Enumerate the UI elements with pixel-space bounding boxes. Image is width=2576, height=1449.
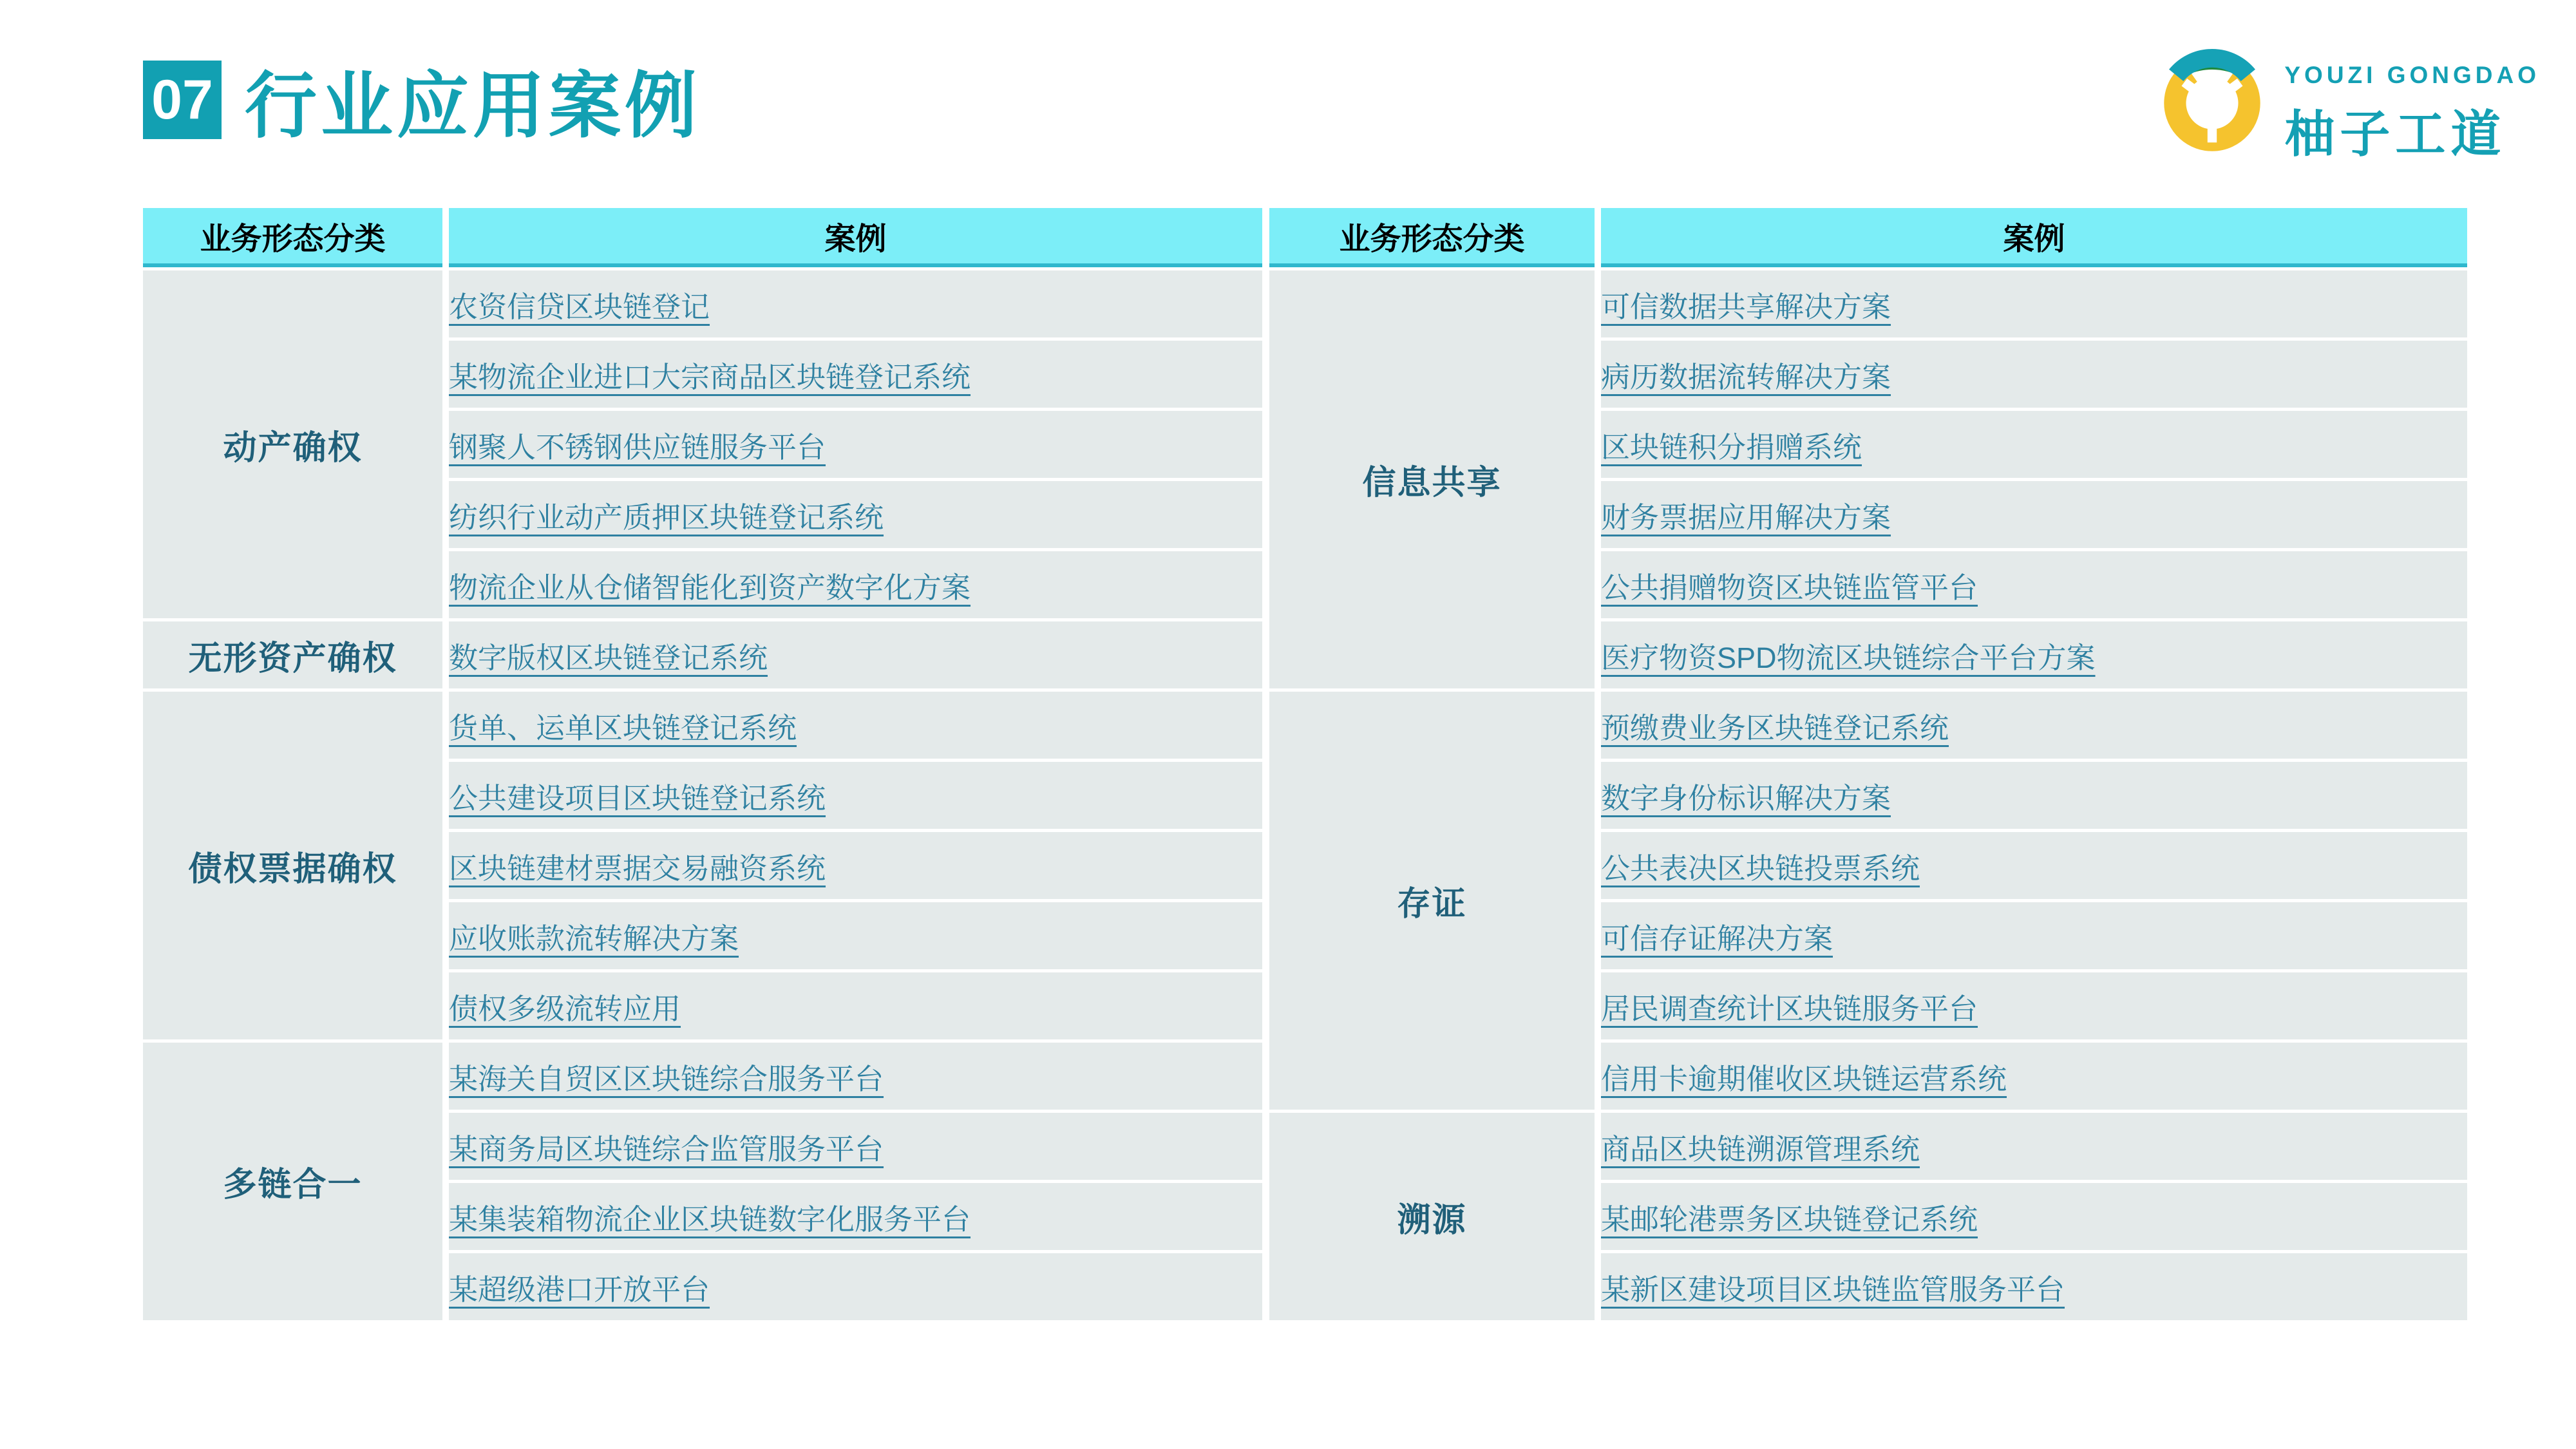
case-cell (449, 341, 1262, 408)
table-row (143, 692, 1262, 759)
pomelo-top-arc (2177, 58, 2249, 75)
case-cell (1601, 762, 2467, 829)
case-link[interactable]: 物流企业从仓储智能化到资产数字化方案 (449, 571, 971, 604)
table-row (1269, 270, 2467, 337)
cases-table-right-wrap (1263, 205, 2474, 1323)
case-link[interactable]: 某新区建设项目区块链监管服务平台 (1601, 1273, 2065, 1306)
case-link[interactable]: 纺织行业动产质押区块链登记系统 (449, 500, 884, 534)
slide-number: 07 (151, 69, 213, 131)
table-row (1269, 1113, 2467, 1180)
case-cell (1601, 341, 2467, 408)
case-cell (449, 270, 1262, 337)
category-cell: 无形资产确权 (143, 621, 442, 688)
case-cell (449, 481, 1262, 548)
case-cell (449, 832, 1262, 899)
cases-table-left-wrap (137, 205, 1269, 1323)
category-cell: 溯源 (1269, 1113, 1595, 1320)
case-link[interactable]: 货单、运单区块链登记系统 (449, 711, 797, 744)
category-cell: 债权票据确权 (143, 692, 442, 1039)
case-link[interactable]: 医疗物资SPD物流区块链综合平台方案 (1601, 641, 2096, 674)
case-link[interactable]: 某超级港口开放平台 (449, 1273, 710, 1306)
case-cell (1601, 1113, 2467, 1180)
case-cell (1601, 1043, 2467, 1110)
table-row (143, 270, 1262, 337)
case-link[interactable]: 某物流企业进口大宗商品区块链登记系统 (449, 360, 971, 393)
case-link[interactable]: 商品区块链溯源管理系统 (1601, 1132, 1920, 1166)
case-link[interactable]: 某邮轮港票务区块链登记系统 (1601, 1202, 1978, 1236)
case-link[interactable]: 居民调查统计区块链服务平台 (1601, 992, 1978, 1025)
cases-table-left (137, 205, 1269, 1323)
case-cell (449, 1113, 1262, 1180)
case-link[interactable]: 信用卡逾期催收区块链运营系统 (1601, 1062, 2007, 1095)
case-cell (1601, 1183, 2467, 1250)
case-cell (1601, 832, 2467, 899)
case-cell (1601, 1253, 2467, 1320)
logo-text-en: YOUZI GONGDAO (2284, 62, 2540, 88)
logo-text-zh: 柚子工道 (2284, 106, 2506, 162)
case-cell (1601, 270, 2467, 337)
page-title: 行业应用案例 (245, 65, 701, 146)
case-cell (1601, 481, 2467, 548)
case-cell (449, 621, 1262, 688)
category-cell: 信息共享 (1269, 270, 1595, 688)
cases-table-right (1263, 205, 2474, 1323)
column-header-cases: 案例 (1601, 208, 2467, 267)
slide-number-badge (143, 61, 222, 139)
category-cell: 多链合一 (143, 1043, 442, 1320)
case-cell (449, 1043, 1262, 1110)
table-row (1269, 692, 2467, 759)
column-header-category: 业务形态分类 (143, 208, 442, 267)
case-cell (449, 762, 1262, 829)
case-link[interactable]: 应收账款流转解决方案 (449, 922, 739, 955)
brand-logo (2154, 31, 2540, 166)
case-cell (449, 411, 1262, 478)
case-link[interactable]: 区块链积分捐赠系统 (1601, 430, 1862, 464)
case-cell (449, 972, 1262, 1039)
header-row (143, 208, 1262, 267)
header-row (1269, 208, 2467, 267)
case-link[interactable]: 病历数据流转解决方案 (1601, 360, 1891, 393)
case-cell (449, 692, 1262, 759)
table-row (143, 621, 1262, 688)
case-cell (1601, 902, 2467, 969)
case-link[interactable]: 公共建设项目区块链登记系统 (449, 781, 826, 815)
case-cell (1601, 551, 2467, 618)
case-cell (1601, 411, 2467, 478)
case-cell (449, 902, 1262, 969)
case-link[interactable]: 财务票据应用解决方案 (1601, 500, 1891, 534)
case-link[interactable]: 数字身份标识解决方案 (1601, 781, 1891, 815)
case-link[interactable]: 某商务局区块链综合监管服务平台 (449, 1132, 884, 1166)
case-link[interactable]: 某海关自贸区区块链综合服务平台 (449, 1062, 884, 1095)
case-link[interactable]: 公共捐赠物资区块链监管平台 (1601, 571, 1978, 604)
column-header-category: 业务形态分类 (1269, 208, 1595, 267)
case-link[interactable]: 区块链建材票据交易融资系统 (449, 851, 826, 885)
case-link[interactable]: 某集装箱物流企业区块链数字化服务平台 (449, 1202, 971, 1236)
logo-text (2284, 62, 2540, 166)
case-cell (1601, 972, 2467, 1039)
case-link[interactable]: 公共表决区块链投票系统 (1601, 851, 1920, 885)
case-link[interactable]: 数字版权区块链登记系统 (449, 641, 768, 674)
table-row (143, 1043, 1262, 1110)
case-cell (1601, 621, 2467, 688)
case-cell (449, 1183, 1262, 1250)
case-link[interactable]: 预缴费业务区块链登记系统 (1601, 711, 1949, 744)
case-link[interactable]: 可信存证解决方案 (1601, 922, 1833, 955)
case-link[interactable]: 债权多级流转应用 (449, 992, 681, 1025)
category-cell: 存证 (1269, 692, 1595, 1110)
category-cell: 动产确权 (143, 270, 442, 618)
case-cell (1601, 692, 2467, 759)
case-link[interactable]: 农资信贷区块链登记 (449, 290, 710, 323)
pomelo-logo-icon (2154, 31, 2270, 153)
column-header-cases: 案例 (449, 208, 1262, 267)
case-cell (449, 551, 1262, 618)
case-cell (449, 1253, 1262, 1320)
case-link[interactable]: 可信数据共享解决方案 (1601, 290, 1891, 323)
case-link[interactable]: 钢聚人不锈钢供应链服务平台 (449, 430, 826, 464)
